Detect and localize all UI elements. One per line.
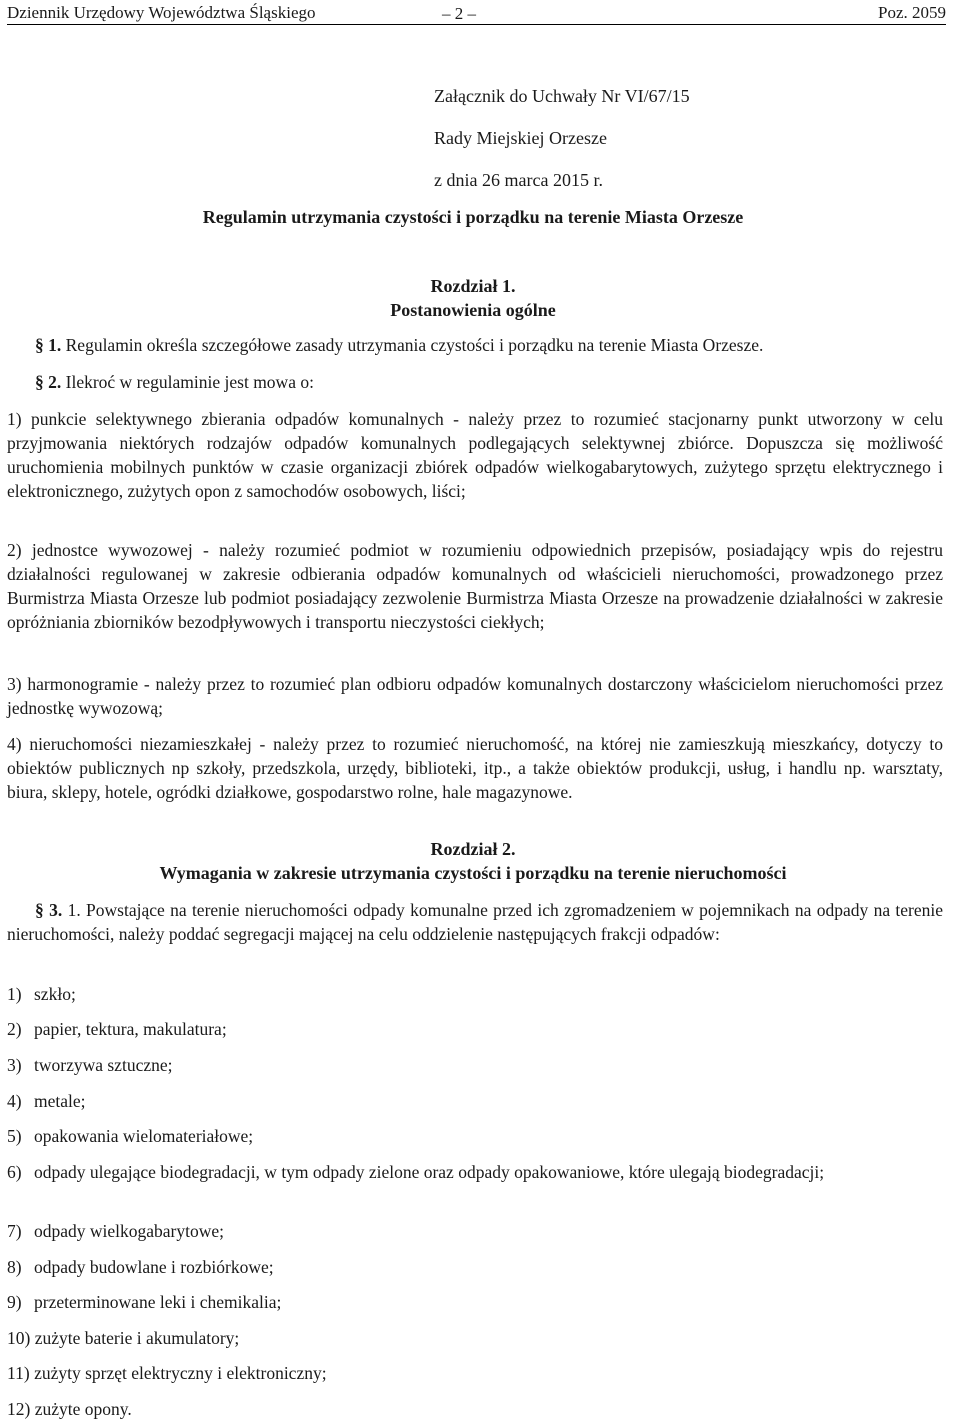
chapter-2-heading	[0, 837, 946, 885]
fraction-item	[7, 1361, 943, 1385]
definition-item	[7, 538, 943, 634]
fraction-item	[7, 1326, 943, 1350]
item-number: 1)	[7, 984, 22, 1004]
definition-item	[7, 732, 943, 804]
item-number: 4)	[7, 1091, 22, 1111]
item-number: 12)	[7, 1399, 31, 1419]
chapter-number: Rozdział 2.	[430, 839, 516, 859]
item-number: 9)	[7, 1292, 22, 1312]
annex-line: Załącznik do Uchwały Nr VI/67/15	[434, 86, 690, 106]
item-text: odpady ulegające biodegradacji, w tym odpady zielone oraz odpady opakowaniowe, które ulegają biodegradacji;	[34, 1162, 825, 1182]
fraction-item	[7, 982, 943, 1006]
item-number: 5)	[7, 1126, 22, 1146]
item-number: 7)	[7, 1221, 22, 1241]
position-number: Poz. 2059	[878, 3, 946, 22]
item-text: punkcie selektywnego zbierania odpadów komunalnych - należy przez to rozumieć stacjonarny punkt utworzony w celu przyjmowania niektórych rodzajów odpadów komunalnych podlegających selektywnej zbiórce. Dopuszcza się możliwość uruchomienia mobilnych punktów w czasie organizacji zbiórek odpadów wielkogabarytowych, zużytego sprzętu elektrycznego i elektronicznego, zużytych opon z samochodów osobowych, liści;	[7, 409, 943, 501]
item-text: przeterminowane leki i chemikalia;	[34, 1292, 282, 1312]
item-number: 2)	[7, 540, 22, 560]
item-text: opakowania wielomateriałowe;	[34, 1126, 254, 1146]
definition-item	[7, 407, 943, 503]
section-mark: 2.	[48, 372, 62, 392]
fraction-item	[7, 1160, 943, 1184]
fraction-item	[7, 1290, 943, 1314]
item-number: 6)	[7, 1162, 22, 1182]
section-text: Powstające na terenie nieruchomości odpady komunalne przed ich zgromadzeniem w pojemnikach na odpady na terenie nieruchomości, należy poddać segregacji mającej na celu oddzielenie następujących frakcji odpadów:	[7, 900, 944, 944]
subsection-mark: 1.	[67, 900, 81, 920]
item-text: tworzywa sztuczne;	[34, 1055, 173, 1075]
item-text: szkło;	[34, 984, 76, 1004]
chapter-name: Wymagania w zakresie utrzymania czystości i porządku na terenie nieruchomości	[159, 863, 787, 883]
item-text: zużyte opony.	[34, 1399, 132, 1419]
item-number: 3)	[7, 674, 22, 694]
annex-line: z dnia 26 marca 2015 r.	[434, 170, 603, 190]
item-number: 8)	[7, 1257, 22, 1277]
section-text: Regulamin określa szczegółowe zasady utrzymania czystości i porządku na terenie Miasta Orzesze.	[65, 335, 764, 355]
item-number: 1)	[7, 409, 22, 429]
section-mark: 1.	[48, 335, 62, 355]
chapter-number: Rozdział 1.	[430, 276, 516, 296]
chapter-name: Postanowienia ogólne	[390, 300, 556, 320]
item-text: papier, tektura, makulatura;	[34, 1019, 227, 1039]
section-1: § 1. Regulamin określa szczegółowe zasady utrzymania czystości i porządku na terenie Miasta Orzesze.	[35, 335, 764, 355]
item-number: 3)	[7, 1055, 22, 1075]
document-title: Regulamin utrzymania czystości i porządku na terenie Miasta Orzesze	[202, 207, 744, 227]
section-mark: 3.	[49, 900, 63, 920]
item-text: odpady budowlane i rozbiórkowe;	[34, 1257, 274, 1277]
item-text: odpady wielkogabarytowe;	[34, 1221, 225, 1241]
fraction-item	[7, 1255, 943, 1279]
item-text: zużyty sprzęt elektryczny i elektroniczny;	[34, 1363, 327, 1383]
item-number: 2)	[7, 1019, 22, 1039]
page-number: – 2 –	[442, 4, 476, 23]
section-text: Ilekroć w regulaminie jest mowa o:	[65, 372, 314, 392]
definition-item	[7, 672, 943, 720]
item-text: zużyte baterie i akumulatory;	[34, 1328, 240, 1348]
item-text: metale;	[34, 1091, 86, 1111]
fraction-item	[7, 1089, 943, 1113]
item-number: 11)	[7, 1363, 30, 1383]
item-text: nieruchomości niezamieszkałej - należy przez to rozumieć nieruchomość, na której nie zamieszkują mieszkańcy, dotyczy to obiektów publicznych np szkoły, przedszkola, urzędy, biblioteki, itp., a także obiektów produkcji, usług, i handlu np. warsztaty, biura, sklepy, hotele, ogródki działkowe, gospodarstwo rolne, hale magazynowe.	[7, 734, 943, 802]
page-header	[7, 0, 946, 25]
annex-block	[434, 86, 690, 212]
item-number: 10)	[7, 1328, 31, 1348]
fraction-item	[7, 1017, 943, 1041]
annex-line: Rady Miejskiej Orzesze	[434, 128, 607, 148]
journal-name: Dziennik Urzędowy Województwa Śląskiego	[7, 3, 316, 22]
item-text: jednostce wywozowej - należy rozumieć podmiot w rozumieniu odpowiednich przepisów, posiadający wpis do rejestru działalności regulowanej w zakresie odbierania odpadów komunalnych od właścicieli nieruchomości, prowadzonego przez Burmistrza Miasta Orzesze lub podmiot posiadający zezwolenie Burmistrza Miasta Orzesze na prowadzenie działalności w zakresie opróżniania zbiorników bezodpływowych i transportu nieczystości ciekłych;	[7, 540, 943, 632]
item-text: harmonogramie - należy przez to rozumieć plan odbioru odpadów komunalnych dostarczony właścicielom nieruchomości przez jednostkę wywozową;	[7, 674, 944, 718]
fraction-item	[7, 1219, 943, 1243]
fraction-item	[7, 1124, 943, 1148]
fraction-item	[7, 1053, 943, 1077]
item-number: 4)	[7, 734, 22, 754]
section-2: § 2. Ilekroć w regulaminie jest mowa o:	[35, 372, 314, 392]
section-3: § 3. 1. Powstające na terenie nieruchomości odpady komunalne przed ich zgromadzeniem w pojemnikach na odpady na terenie nieruchomości, należy poddać segregacji mającej na celu oddzielenie następujących frakcji odpadów:	[7, 900, 944, 944]
fraction-item	[7, 1397, 943, 1421]
chapter-1-heading	[0, 274, 946, 322]
